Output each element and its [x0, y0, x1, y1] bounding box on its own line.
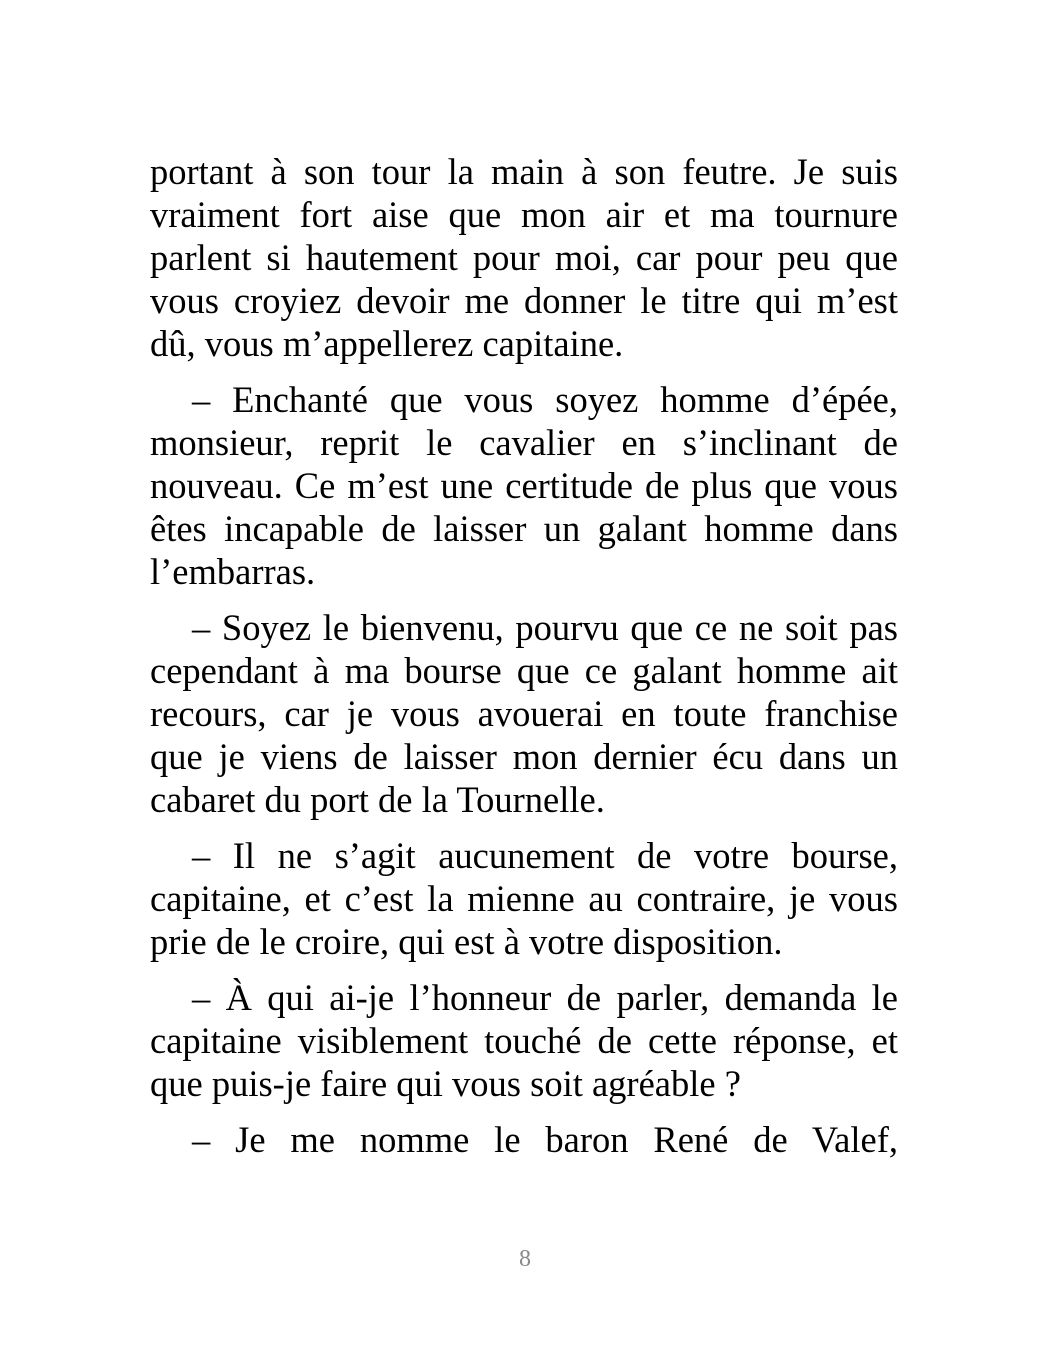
paragraph-dialogue: – Il ne s’agit aucunement de votre bourse, capitaine, et c’est la mienne au contraire, je vous prie de le croire, qui est à votre disposition. [150, 835, 898, 962]
paragraph-continuation: portant à son tour la main à son feutre. Je suis vraiment fort aise que mon air et ma tournure parlent si hautement pour moi, car pour peu que vous croyiez devoir me donner le titre qui m’est dû, vous m’appellerez capitaine. [150, 151, 898, 364]
paragraph-dialogue: – Enchanté que vous soyez homme d’épée, monsieur, reprit le cavalier en s’inclinant de nouveau. Ce m’est une certitude de plus que vous êtes incapable de laisser un galant homme dans l’embarras. [150, 379, 898, 592]
paragraph-dialogue-truncated: – Je me nomme le baron René de Valef, [192, 1119, 898, 1160]
body-text [150, 150, 898, 1161]
page-number: 8 [519, 1246, 531, 1272]
paragraph-dialogue: – À qui ai-je l’honneur de parler, demanda le capitaine visiblement touché de cette réponse, et que puis-je faire qui vous soit agréable ? [150, 977, 898, 1104]
paragraph-dialogue: – Soyez le bienvenu, pourvu que ce ne soit pas cependant à ma bourse que ce galant homme ait recours, car je vous avouerai en toute franchise que je viens de laisser mon dernier écu dans un cabaret du port de la Tournelle. [150, 607, 898, 820]
